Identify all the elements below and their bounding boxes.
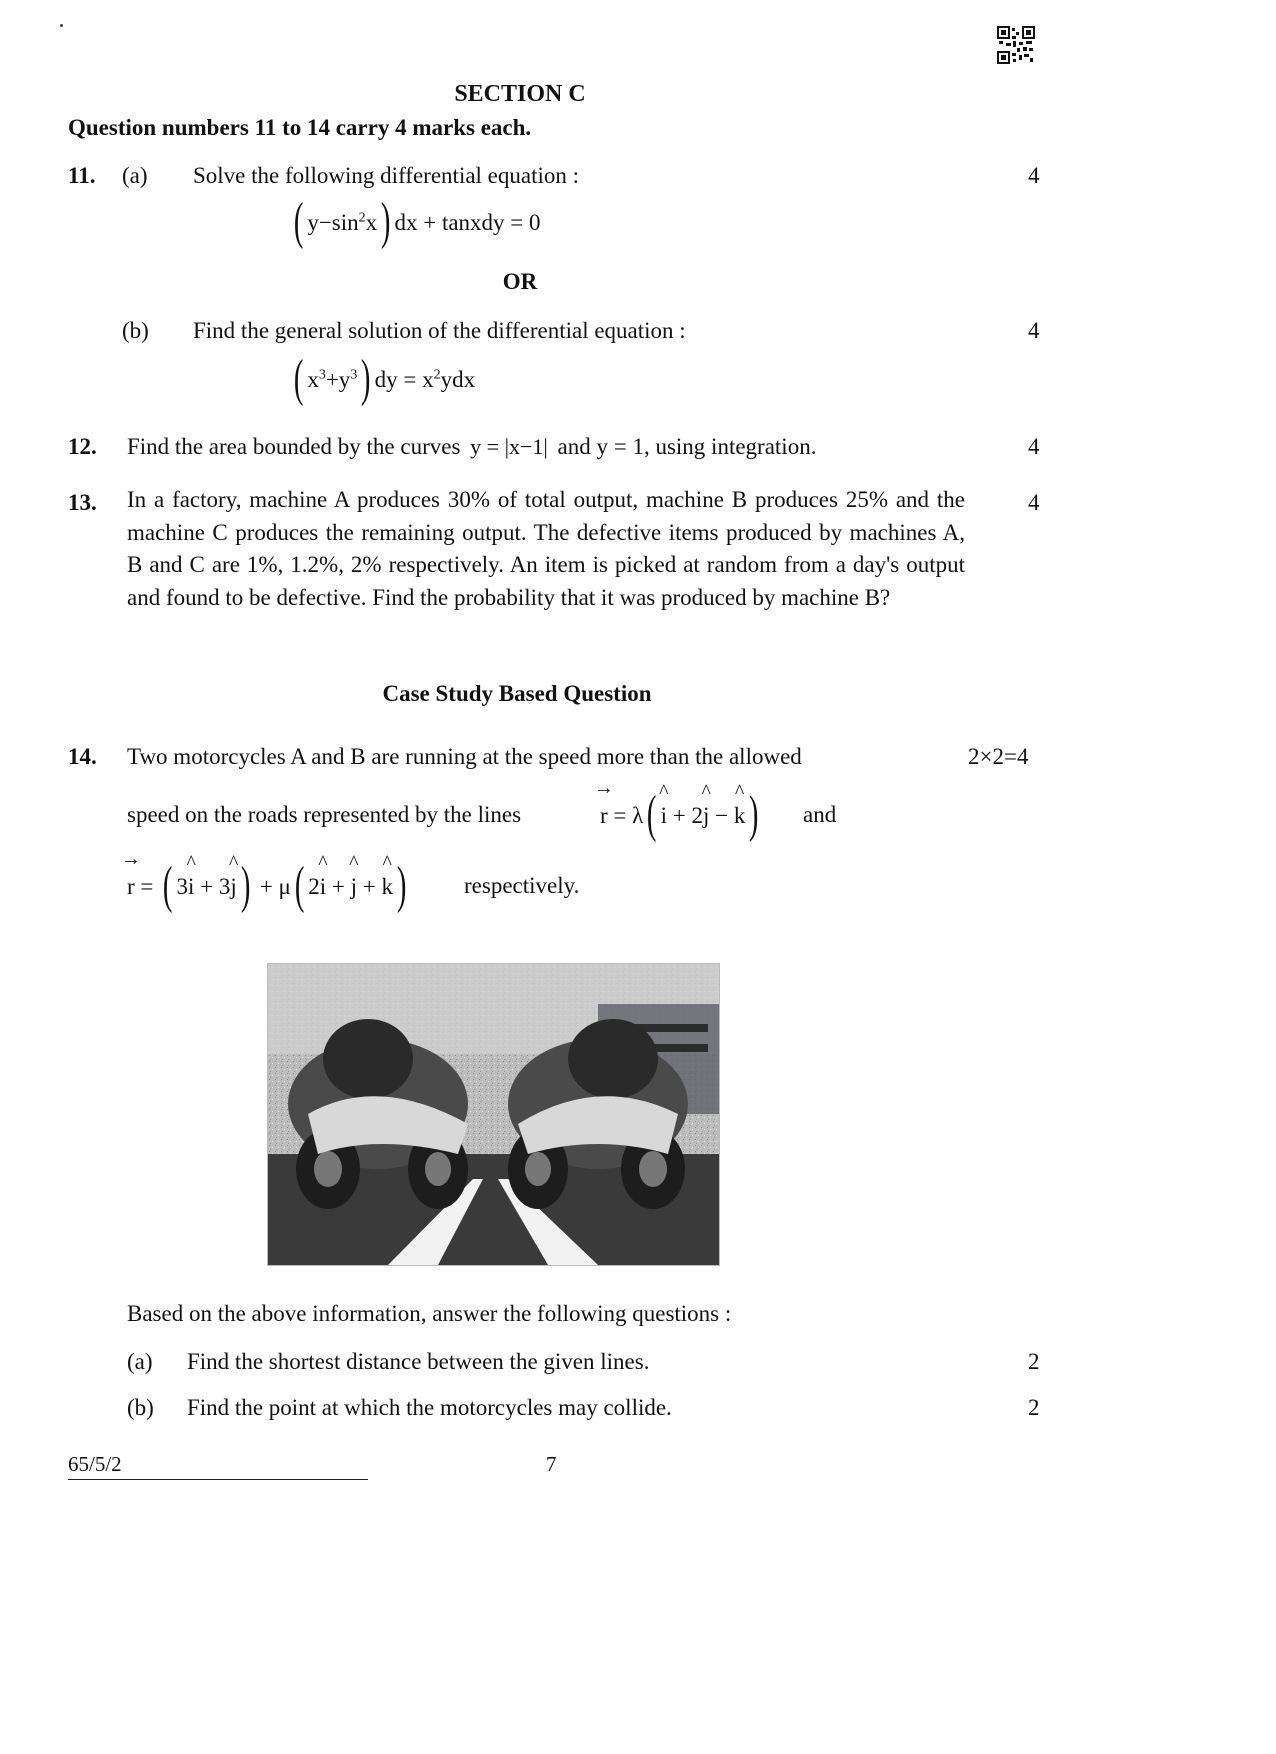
question-text: and xyxy=(803,802,837,827)
line-equation-a: → r = λ(^ i + 2^ j − ^ k) xyxy=(600,801,763,829)
instruction-text: Based on the above information, answer the following questions : xyxy=(127,1301,732,1326)
question-text: Find the point at which the motorcycles may collide. xyxy=(187,1395,672,1420)
motorcycles-photo xyxy=(267,963,720,1266)
question-text-part: Find the area bounded by the curves xyxy=(127,434,461,459)
equation: ( $y-\sin^2x$) dx + tanxdy = 0 xyxy=(293,193,541,250)
question-number: 11. xyxy=(68,163,96,188)
question-text: Find the shortest distance between the given lines. xyxy=(187,1349,650,1374)
question-number: 14. xyxy=(68,744,97,769)
question-text: In a factory, machine A produces 30% of total output, machine B produces 25% and the machine C produces the remaining output. The defective items produced by machines A, B and C are 1%, 1.2%, 2% respectively. An item is picked at random from a day's output and found to be defective. Find the probability that it was produced by machine B? xyxy=(127,487,965,610)
question-number: 12. xyxy=(68,434,97,459)
section-title: SECTION C xyxy=(454,81,586,107)
question-text: Find the general solution of the differential equation : xyxy=(193,318,686,343)
marks: 2 xyxy=(1028,1349,1040,1374)
line-equation-b: → r = ( 3^ i + 3^ j) + μ( 2^ i + ^ j + ^ k) xyxy=(127,872,410,900)
marks: 4 xyxy=(1028,434,1040,459)
marks: 2 xyxy=(1028,1395,1040,1420)
marks: 2×2=4 xyxy=(968,744,1029,769)
or-separator: OR xyxy=(502,269,538,294)
question-number: 13. xyxy=(68,490,97,515)
part-label: (a) xyxy=(127,1349,153,1374)
question-text xyxy=(127,433,816,461)
question-text: speed on the roads represented by the lines xyxy=(127,802,522,827)
section-instructions: Question numbers 11 to 14 carry 4 marks each. xyxy=(68,115,532,140)
part-label: (b) xyxy=(122,318,149,343)
page-number: 7 xyxy=(546,1452,557,1476)
equation: ( $x^3+y^3$) dy = $x^2ydx$ xyxy=(293,350,476,407)
qr-code-icon xyxy=(997,26,1035,64)
scan-speck xyxy=(60,24,63,27)
question-text: Solve the following differential equation : xyxy=(193,163,580,188)
marks: 4 xyxy=(1028,318,1040,343)
question-text: respectively. xyxy=(464,873,580,898)
marks: 4 xyxy=(1028,163,1040,188)
case-study-title: Case Study Based Question xyxy=(382,681,652,706)
equation: y = |x−1| xyxy=(470,434,548,459)
footer-rule xyxy=(68,1479,368,1480)
part-label: (b) xyxy=(127,1395,154,1420)
question-text-part: and y = 1, using integration. xyxy=(557,434,817,459)
part-label: (a) xyxy=(122,163,148,188)
question-text: Two motorcycles A and B are running at the speed more than the allowed xyxy=(127,744,802,769)
paper-code: 65/5/2 xyxy=(68,1452,122,1476)
marks: 4 xyxy=(1028,490,1040,515)
